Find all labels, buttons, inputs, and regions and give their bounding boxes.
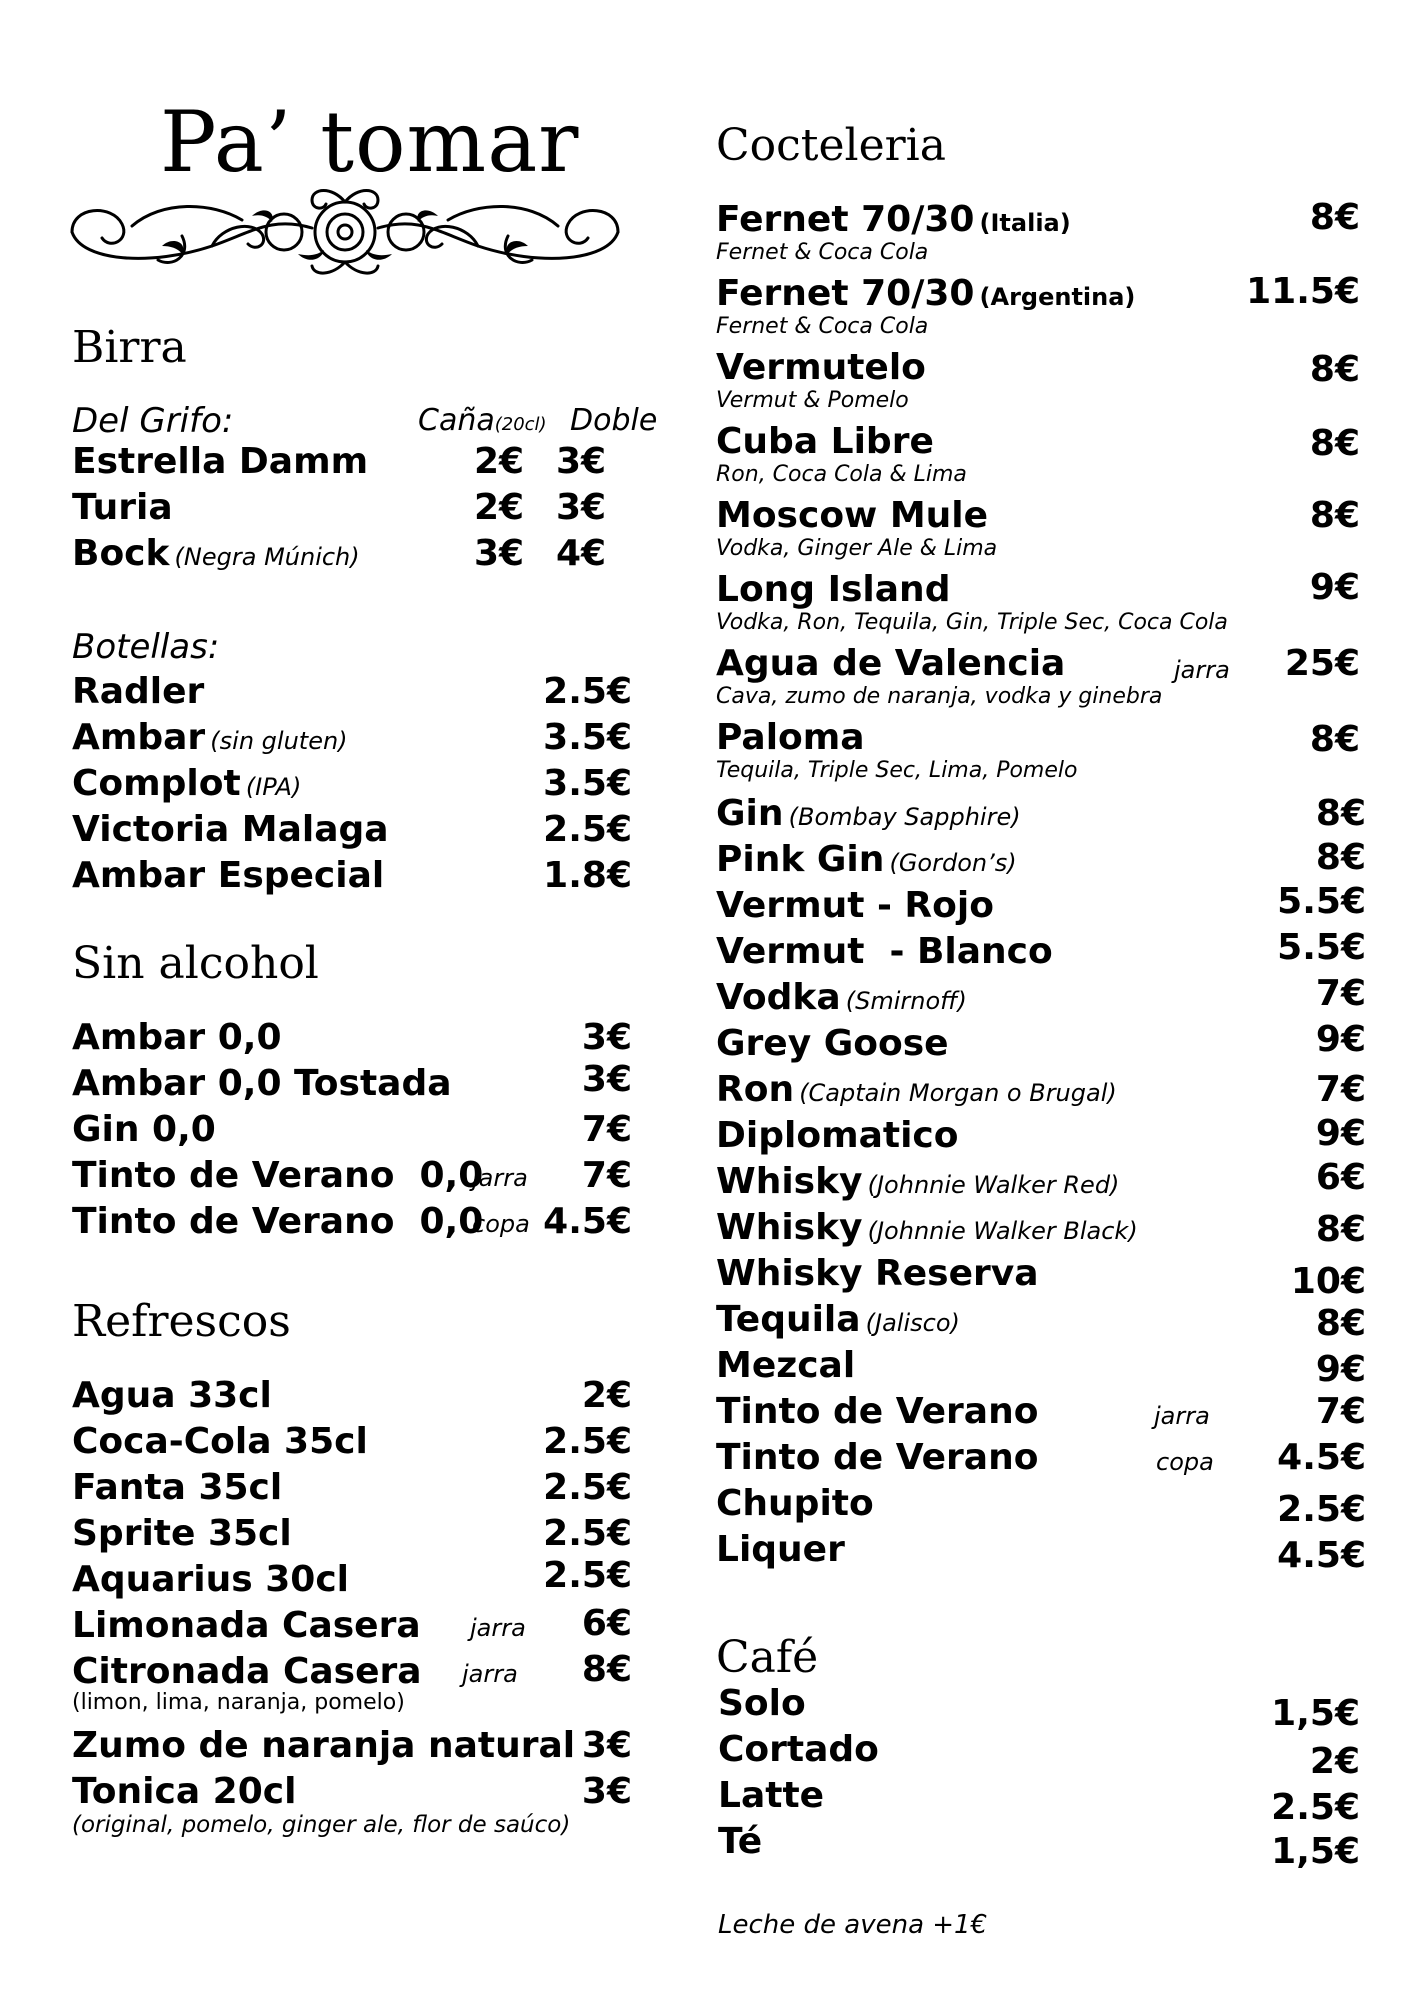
- price: 8€: [1309, 197, 1360, 238]
- list-item: Mezcal: [716, 1345, 856, 1386]
- price: 7€: [1315, 1069, 1366, 1110]
- birra-heading: Birra: [72, 322, 187, 373]
- list-item: Whisky (Johnnie Walker Red): [716, 1161, 1120, 1202]
- price: 7€: [581, 1155, 632, 1196]
- price: 3€: [581, 1725, 632, 1766]
- cocteleria-heading: Cocteleria: [716, 120, 946, 171]
- serving-tag: jarra: [1154, 1402, 1210, 1430]
- price: 7€: [1315, 973, 1366, 1014]
- list-item: Gin (Bombay Sapphire): [716, 793, 1021, 834]
- list-item: Chupito: [716, 1483, 874, 1524]
- list-item: Paloma: [716, 717, 865, 758]
- list-item: Zumo de naranja natural: [72, 1725, 576, 1766]
- list-item: Cuba Libre: [716, 421, 934, 462]
- cocktail-description: Fernet & Coca Cola: [716, 240, 929, 265]
- cocktail-description: Fernet & Coca Cola: [716, 314, 929, 339]
- price: 6€: [1315, 1157, 1366, 1198]
- price: 9€: [1315, 1349, 1366, 1390]
- list-item: Complot (IPA): [72, 763, 302, 804]
- list-item: Pink Gin (Gordon’s): [716, 839, 1017, 880]
- list-item: Gin 0,0: [72, 1109, 216, 1150]
- list-item: Aquarius 30cl: [72, 1559, 350, 1600]
- list-item: Vermutelo: [716, 347, 926, 388]
- price: 5.5€: [1277, 881, 1366, 922]
- price: 1,5€: [1271, 1831, 1360, 1872]
- price: 8€: [581, 1649, 632, 1690]
- list-item: Té: [718, 1821, 763, 1862]
- list-item: Vodka (Smirnoff): [716, 977, 967, 1018]
- cocktail-description: Tequila, Triple Sec, Lima, Pomelo: [716, 758, 1078, 783]
- price: 3.5€: [543, 717, 632, 758]
- price: 2.5€: [1271, 1787, 1360, 1828]
- cana-price: 2€: [474, 487, 525, 528]
- botellas-label: Botellas:: [72, 627, 220, 667]
- serving-tag: copa: [1156, 1448, 1214, 1476]
- cocktail-description: Vodka, Ginger Ale & Lima: [716, 536, 998, 561]
- price: 4.5€: [1277, 1535, 1366, 1576]
- price: 10€: [1290, 1261, 1366, 1302]
- list-item: Long Island: [716, 569, 951, 610]
- cocktail-description: Ron, Coca Cola & Lima: [716, 462, 967, 487]
- price: 2.5€: [543, 1421, 632, 1462]
- serving-tag: jarra: [472, 1164, 528, 1192]
- price: 7€: [581, 1109, 632, 1150]
- price: 5.5€: [1277, 927, 1366, 968]
- serving-tag: jarra: [462, 1660, 518, 1688]
- list-item: Tinto de Verano: [716, 1437, 1039, 1478]
- price: 1.8€: [543, 855, 632, 896]
- list-item: Diplomatico: [716, 1115, 959, 1156]
- list-item: Grey Goose: [716, 1023, 949, 1064]
- serving-tag: jarra: [1174, 656, 1230, 684]
- doble-header: Doble: [570, 403, 658, 438]
- list-item: Tinto de Verano 0,0: [72, 1155, 484, 1196]
- price: 3€: [581, 1771, 632, 1812]
- price: 2.5€: [543, 671, 632, 712]
- price: 7€: [1315, 1391, 1366, 1432]
- cana-price: 2€: [474, 441, 525, 482]
- list-item: Vermut - Blanco: [716, 931, 1053, 972]
- price: 2.5€: [543, 1467, 632, 1508]
- cafe-heading: Café: [716, 1632, 819, 1683]
- price: 8€: [1315, 793, 1366, 834]
- cana-header: Caña(20cl): [418, 403, 547, 438]
- list-item: Fanta 35cl: [72, 1467, 283, 1508]
- list-item: Fernet 70/30 (Italia): [716, 199, 1071, 240]
- list-item: Agua 33cl: [72, 1375, 272, 1416]
- price: 2.5€: [1277, 1489, 1366, 1530]
- list-item: Ambar Especial: [72, 855, 385, 896]
- list-item: Tinto de Verano: [716, 1391, 1039, 1432]
- price: 4.5€: [543, 1201, 632, 1242]
- cana-price: 3€: [474, 533, 525, 574]
- list-item: Tinto de Verano 0,0: [72, 1201, 484, 1242]
- price: 3€: [581, 1017, 632, 1058]
- ornament-flourish-icon: [62, 176, 628, 288]
- list-item: Sprite 35cl: [72, 1513, 292, 1554]
- price: 2€: [581, 1375, 632, 1416]
- list-item: Victoria Malaga: [72, 809, 389, 850]
- list-item: Estrella Damm: [72, 441, 369, 482]
- serving-tag: copa: [472, 1210, 530, 1238]
- list-item: Radler: [72, 671, 205, 712]
- price: 6€: [581, 1603, 632, 1644]
- price: 2.5€: [543, 1555, 632, 1596]
- price: 9€: [1315, 1019, 1366, 1060]
- price: 2.5€: [543, 1513, 632, 1554]
- list-item: Ambar 0,0: [72, 1017, 282, 1058]
- price: 8€: [1309, 495, 1360, 536]
- list-item: Solo: [718, 1683, 806, 1724]
- list-item: Bock (Negra Múnich): [72, 533, 360, 574]
- price: 8€: [1315, 1303, 1366, 1344]
- cocktail-description: Vodka, Ron, Tequila, Gin, Triple Sec, Coca Cola: [716, 610, 1228, 635]
- sin-alcohol-heading: Sin alcohol: [72, 938, 319, 989]
- price: 25€: [1284, 643, 1360, 684]
- list-item: Tequila (Jalisco): [716, 1299, 960, 1340]
- list-item: Ambar (sin gluten): [72, 717, 348, 758]
- price: 8€: [1309, 349, 1360, 390]
- list-item: Fernet 70/30 (Argentina): [716, 273, 1136, 314]
- list-item: Ambar 0,0 Tostada: [72, 1063, 452, 1104]
- price: 8€: [1309, 719, 1360, 760]
- list-item: Turia: [72, 487, 173, 528]
- list-item: Tonica 20cl: [72, 1771, 297, 1812]
- price: 11.5€: [1246, 271, 1360, 312]
- list-item: Coca-Cola 35cl: [72, 1421, 368, 1462]
- menu-title: Pa’ tomar: [160, 93, 580, 191]
- doble-price: 3€: [556, 441, 607, 482]
- price: 9€: [1309, 567, 1360, 608]
- price: 3€: [581, 1059, 632, 1100]
- list-item: Moscow Mule: [716, 495, 989, 536]
- list-item: Limonada Casera: [72, 1605, 421, 1646]
- price: 1,5€: [1271, 1693, 1360, 1734]
- price: 2.5€: [543, 809, 632, 850]
- cocktail-description: Cava, zumo de naranja, vodka y ginebra: [716, 684, 1163, 709]
- price: 3.5€: [543, 763, 632, 804]
- del-grifo-label: Del Grifo:: [72, 401, 234, 441]
- price: 8€: [1315, 1209, 1366, 1250]
- list-item: Agua de Valencia: [716, 643, 1066, 684]
- tonica-description: (original, pomelo, ginger ale, flor de saúco): [72, 1812, 571, 1838]
- serving-tag: jarra: [470, 1614, 526, 1642]
- price: 8€: [1309, 423, 1360, 464]
- oat-milk-note: Leche de avena +1€: [718, 1910, 988, 1940]
- list-item: Liquer: [716, 1529, 845, 1570]
- refrescos-heading: Refrescos: [72, 1296, 291, 1347]
- list-item: Vermut - Rojo: [716, 885, 994, 926]
- list-item: Whisky Reserva: [716, 1253, 1039, 1294]
- list-item: Latte: [718, 1775, 825, 1816]
- doble-price: 3€: [556, 487, 607, 528]
- price: 2€: [1309, 1741, 1360, 1782]
- price: 8€: [1315, 837, 1366, 878]
- list-item: Whisky (Johnnie Walker Black): [716, 1207, 1138, 1248]
- price: 9€: [1315, 1113, 1366, 1154]
- list-item: Citronada Casera: [72, 1651, 422, 1692]
- citronada-description: (limon, lima, naranja, pomelo): [72, 1690, 405, 1715]
- doble-price: 4€: [556, 533, 607, 574]
- list-item: Ron (Captain Morgan o Brugal): [716, 1069, 1117, 1110]
- cocktail-description: Vermut & Pomelo: [716, 388, 909, 413]
- price: 4.5€: [1277, 1437, 1366, 1478]
- list-item: Cortado: [718, 1729, 879, 1770]
